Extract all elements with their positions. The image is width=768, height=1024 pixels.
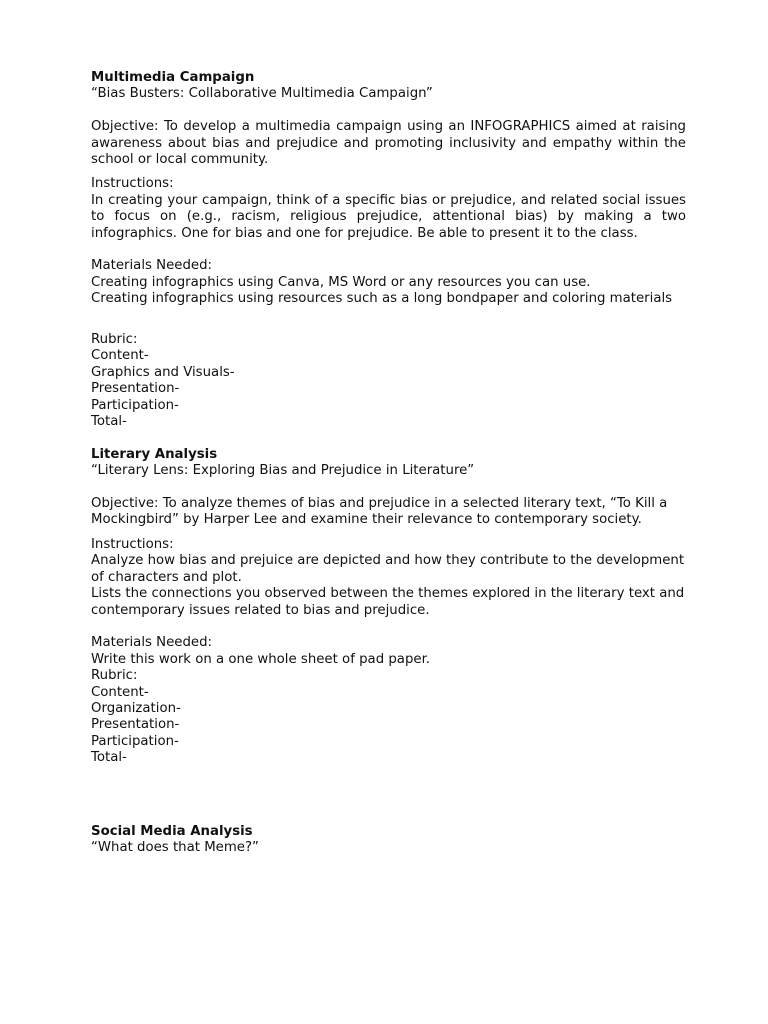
section-heading: Multimedia Campaign bbox=[91, 70, 255, 85]
section-heading: Literary Analysis bbox=[91, 446, 218, 462]
rubric-item: Total- bbox=[91, 414, 127, 430]
objective-text: Objective: To analyze themes of bias and prejudice in a selected literary text, “To Kill a Mockingbird” by Harper Lee and examine their relevance to contemporary society. bbox=[91, 496, 668, 528]
materials-item: Creating infographics using Canva, MS Word or any resources you can use. bbox=[91, 274, 591, 290]
document-page bbox=[91, 70, 686, 857]
rubric-item: Presentation- bbox=[91, 381, 180, 397]
section-subtitle: “Literary Lens: Exploring Bias and Prejudice in Literature” bbox=[91, 463, 475, 479]
instructions-item: Lists the connections you observed between the themes explored in the literary text and contemporary issues related to bias and prejudice. bbox=[91, 586, 685, 618]
section-subtitle: “What does that Meme?” bbox=[91, 840, 259, 856]
instructions-label: Instructions: bbox=[91, 176, 174, 192]
instructions-item: Analyze how bias and prejuice are depicted and how they contribute to the development of characters and plot. bbox=[91, 553, 685, 585]
rubric-label: Rubric: bbox=[91, 332, 138, 348]
rubric-item: Total- bbox=[91, 750, 127, 766]
section-subtitle: “Bias Busters: Collaborative Multimedia Campaign” bbox=[91, 86, 433, 102]
materials-text: Write this work on a one whole sheet of pad paper. bbox=[91, 651, 431, 667]
instructions-label: Instructions: bbox=[91, 536, 174, 552]
rubric-item: Content- bbox=[91, 684, 149, 700]
rubric-item: Graphics and Visuals- bbox=[91, 364, 235, 380]
materials-label: Materials Needed: bbox=[91, 258, 213, 274]
rubric-item: Organization- bbox=[91, 700, 181, 716]
materials-label: Materials Needed: bbox=[91, 635, 213, 651]
rubric-label: Rubric: bbox=[91, 668, 138, 684]
rubric-item: Content- bbox=[91, 348, 149, 364]
section-heading: Social Media Analysis bbox=[91, 823, 253, 839]
materials-item: Creating infographics using resources such as a long bondpaper and coloring materials bbox=[91, 291, 673, 307]
rubric-item: Presentation- bbox=[91, 717, 180, 733]
instructions-text: In creating your campaign, think of a specific bias or prejudice, and related social issues to focus on (e.g., racism, religious prejudice, attentional bias) by making a two infographics. One for bias and one for prejudice. Be able to present it to the class. bbox=[91, 192, 686, 241]
rubric-item: Participation- bbox=[91, 733, 179, 749]
rubric-item: Participation- bbox=[91, 397, 179, 413]
objective-text: Objective: To develop a multimedia campaign using an INFOGRAPHICS aimed at raising awareness about bias and prejudice and promoting inclusivity and empathy within the school or local community. bbox=[91, 119, 686, 168]
